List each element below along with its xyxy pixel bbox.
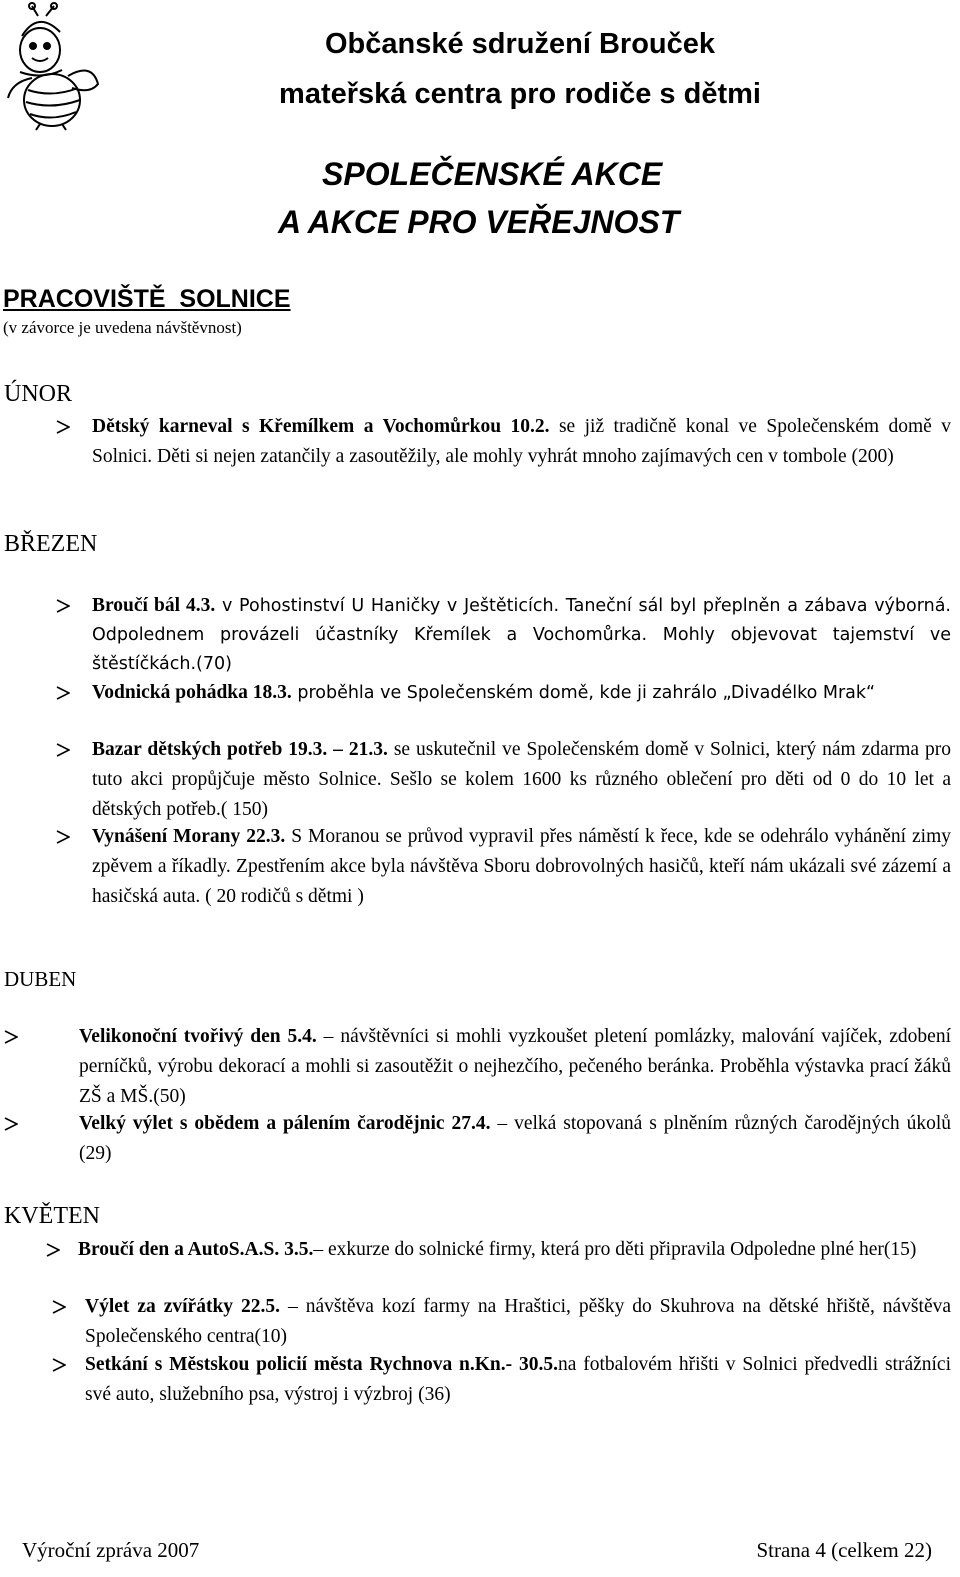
event-name: Velikonoční tvořivý den 5.4. (79, 1026, 317, 1047)
bee-logo (2, 2, 102, 132)
event-name: Bazar dětských potřeb 19.3. – 21.3. (92, 739, 388, 760)
list-item (56, 412, 951, 472)
event-name: Dětský karneval s Křemílkem a Vochomůrkou 10.2. (92, 416, 550, 437)
arrow-bullet-icon (52, 1292, 74, 1321)
list-item (56, 822, 951, 912)
section-title-line1: SPOLEČENSKÉ AKCE (322, 156, 663, 192)
month-heading-brezen: BŘEZEN (4, 531, 98, 557)
event-name: Setkání s Městskou policií města Rychnova n.Kn.- 30.5. (85, 1354, 558, 1375)
arrow-bullet-icon (56, 822, 78, 851)
event-description: v Pohostinství U Haničky v Ještěticích. Taneční sál byl přeplněn a zábava výborná. Odpolednem provázeli účastníky Křemílek a Vochomůrka. Mohly objevovat tajemství ve štěstíčkách.(70) (92, 596, 951, 674)
list-item (4, 1109, 951, 1169)
list-item (56, 678, 951, 708)
event-description: proběhla ve Společenském domě, kde ji zahrálo „Divadélko Mrak“ (291, 683, 876, 703)
event-name: Broučí bál 4.3. (92, 595, 216, 616)
event-name: Vynášení Morany 22.3. (92, 826, 286, 847)
month-heading-unor: ÚNOR (4, 381, 73, 407)
organization-subtitle: mateřská centra pro rodiče s dětmi (279, 78, 761, 110)
site-heading: PRACOVIŠTĚ SOLNICE (3, 285, 291, 313)
arrow-bullet-icon (56, 735, 78, 764)
list-item (56, 591, 951, 679)
event-name: Velký výlet s obědem a pálením čarodějnic 27.4. (79, 1113, 491, 1134)
event-name: Výlet za zvířátky 22.5. (85, 1296, 281, 1317)
event-description: se uskutečnil ve Společenském domě v Solnici, který nám zdarma pro tuto akci propůjčuje město Solnice. Sešlo se kolem 1600 ks různého oblečení pro děti od 0 do 10 let a dětských potřeb.( 150) (92, 739, 951, 820)
list-item (52, 1292, 951, 1352)
list-item (46, 1235, 951, 1265)
arrow-bullet-icon (56, 412, 78, 441)
arrow-bullet-icon (4, 1109, 26, 1138)
arrow-bullet-icon (52, 1350, 74, 1379)
arrow-bullet-icon (46, 1235, 68, 1264)
event-description: S Moranou se průvod vypravil přes náměstí k řece, kde se odehrálo vyhánění zimy zpěvem a říkadly. Zpestřením akce byla návštěva Sboru dobrovolných hasičů, kteří nám ukázali své zázemí a hasičská auta. ( 20 rodičů s dětmi ) (92, 826, 951, 907)
event-description: – návštěva kozí farmy na Hraštici, pěšky do Skuhrova na dětské hřiště, návštěva Společenského centra(10) (85, 1296, 951, 1347)
attendance-note: (v závorce je uvedena návštěvnost) (3, 318, 242, 337)
month-heading-duben: DUBEN (4, 967, 77, 991)
event-description: – velká stopovaná s plněním různých čarodějných úkolů (29) (79, 1113, 952, 1164)
organization-name: Občanské sdružení Brouček (324, 28, 716, 60)
arrow-bullet-icon (56, 678, 78, 707)
event-description: na fotbalovém hřišti v Solnici předvedli strážníci své auto, služebního psa, výstroj i výzbroj (36) (85, 1354, 952, 1405)
event-name: Broučí den a AutoS.A.S. 3.5. (78, 1239, 314, 1260)
month-heading-kveten: KVĚTEN (4, 1203, 100, 1229)
event-description: se již tradičně konal ve Společenském domě v Solnici. Děti si nejen zatančily a zasoutěžily, ale mohly vyhrát mnoho zajímavých cen v tombole (200) (92, 416, 951, 467)
section-title-line2: A AKCE PRO VEŘEJNOST (278, 204, 680, 240)
event-description: – návštěvníci si mohli vyzkoušet pletení pomlázky, malování vajíček, zdobení perníčků, výrobu dekorací a mohli si zasoutěžit o nejhezčího, pečeného beránka. Proběhla výstavka prací žáků ZŠ a MŠ.(50) (79, 1026, 951, 1107)
list-item (52, 1350, 951, 1410)
event-name: Vodnická pohádka 18.3. (92, 682, 292, 703)
footer-page-number: Strana 4 (celkem 22) (756, 1538, 932, 1562)
list-item (4, 1022, 951, 1112)
footer-report-title: Výroční zpráva 2007 (22, 1538, 200, 1562)
arrow-bullet-icon (4, 1022, 26, 1051)
list-item (56, 735, 951, 825)
arrow-bullet-icon (56, 591, 78, 620)
event-description: – exkurze do solnické firmy, která pro děti připravila Odpoledne plné her(15) (313, 1239, 917, 1260)
